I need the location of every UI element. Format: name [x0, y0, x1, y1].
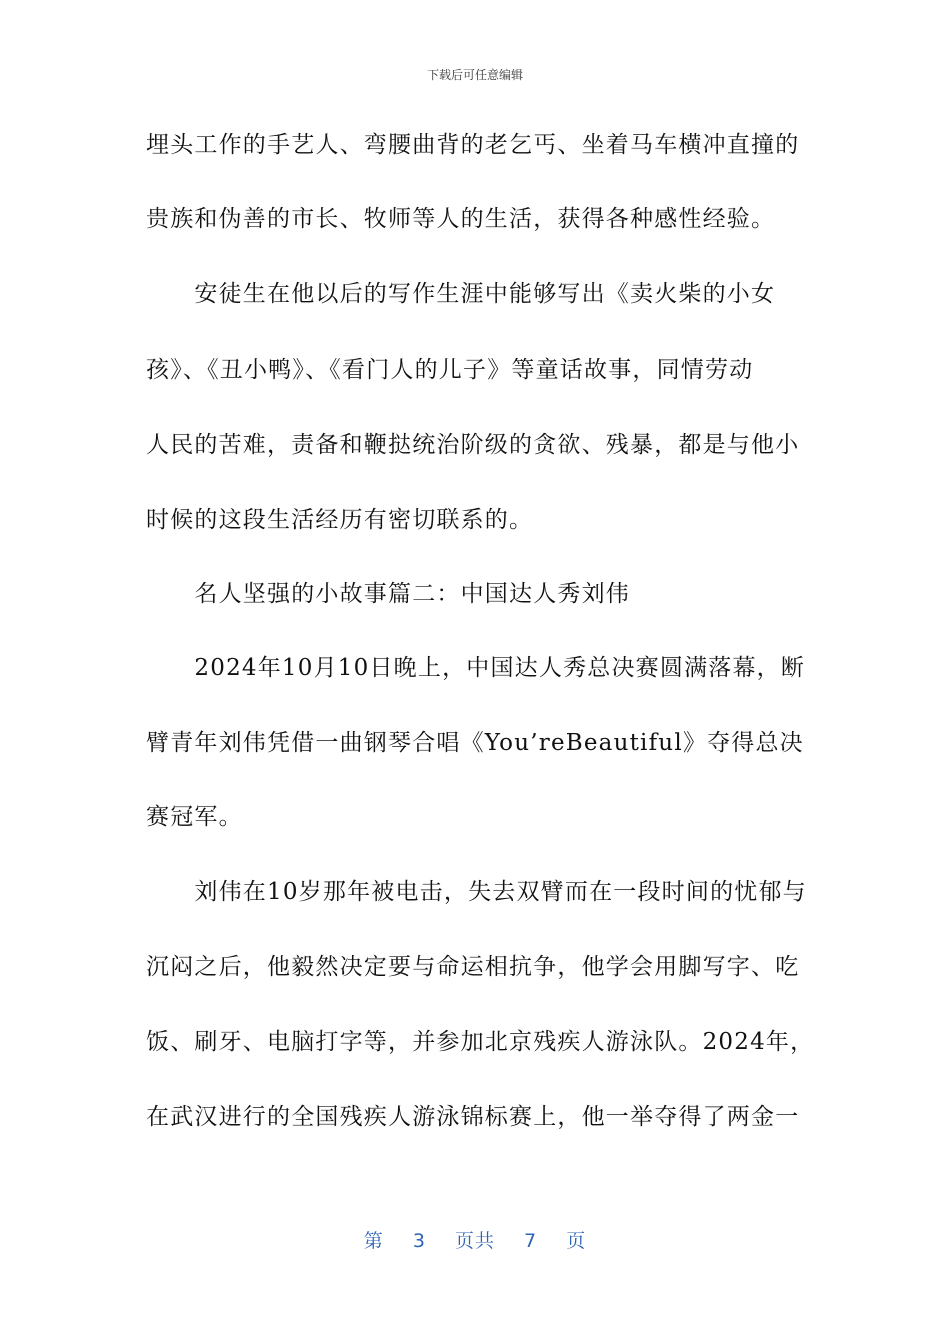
- text-line: 人民的苦难，责备和鞭挞统治阶级的贪欲、残暴，都是与他小: [146, 432, 800, 458]
- footer-middle: 页共: [454, 1230, 495, 1252]
- page-footer: [0, 1226, 950, 1253]
- text-line: 安徒生在他以后的写作生涯中能够写出《卖火柴的小女: [146, 281, 776, 307]
- text-line: 2024年10月10日晚上，中国达人秀总决赛圆满落幕，断: [146, 655, 806, 681]
- text-line: 臂青年刘伟凭借一曲钢琴合唱《You’reBeautiful》夺得总决: [146, 730, 804, 756]
- text-line: 赛冠军。: [146, 804, 243, 830]
- text-line: 沉闷之后，他毅然决定要与命运相抗争，他学会用脚写字、吃: [146, 954, 800, 980]
- page-header: 下载后可任意编辑: [426, 68, 523, 82]
- total-pages-number: 7: [524, 1230, 538, 1252]
- text-line: 孩》、《丑小鸭》、《看门人的儿子》等童话故事，同情劳动: [146, 357, 754, 383]
- text-line: 贵族和伪善的市长、牧师等人的生活，获得各种感性经验。: [146, 206, 776, 232]
- text-line: 时候的这段生活经历有密切联系的。: [146, 507, 534, 533]
- text-line: 刘伟在10岁那年被电击，失去双臂而在一段时间的忧郁与: [146, 879, 807, 905]
- current-page-number: 3: [412, 1230, 426, 1252]
- text-line: 在武汉进行的全国残疾人游泳锦标赛上，他一举夺得了两金一: [146, 1104, 800, 1130]
- footer-prefix: 第: [363, 1230, 384, 1252]
- section-title: 名人坚强的小故事篇二：中国达人秀刘伟: [146, 581, 630, 607]
- text-line: 饭、刷牙、电脑打字等，并参加北京残疾人游泳队。2024年，: [146, 1029, 815, 1055]
- footer-suffix: 页: [566, 1230, 587, 1252]
- text-line: 埋头工作的手艺人、弯腰曲背的老乞丐、坐着马车横冲直撞的: [146, 132, 800, 158]
